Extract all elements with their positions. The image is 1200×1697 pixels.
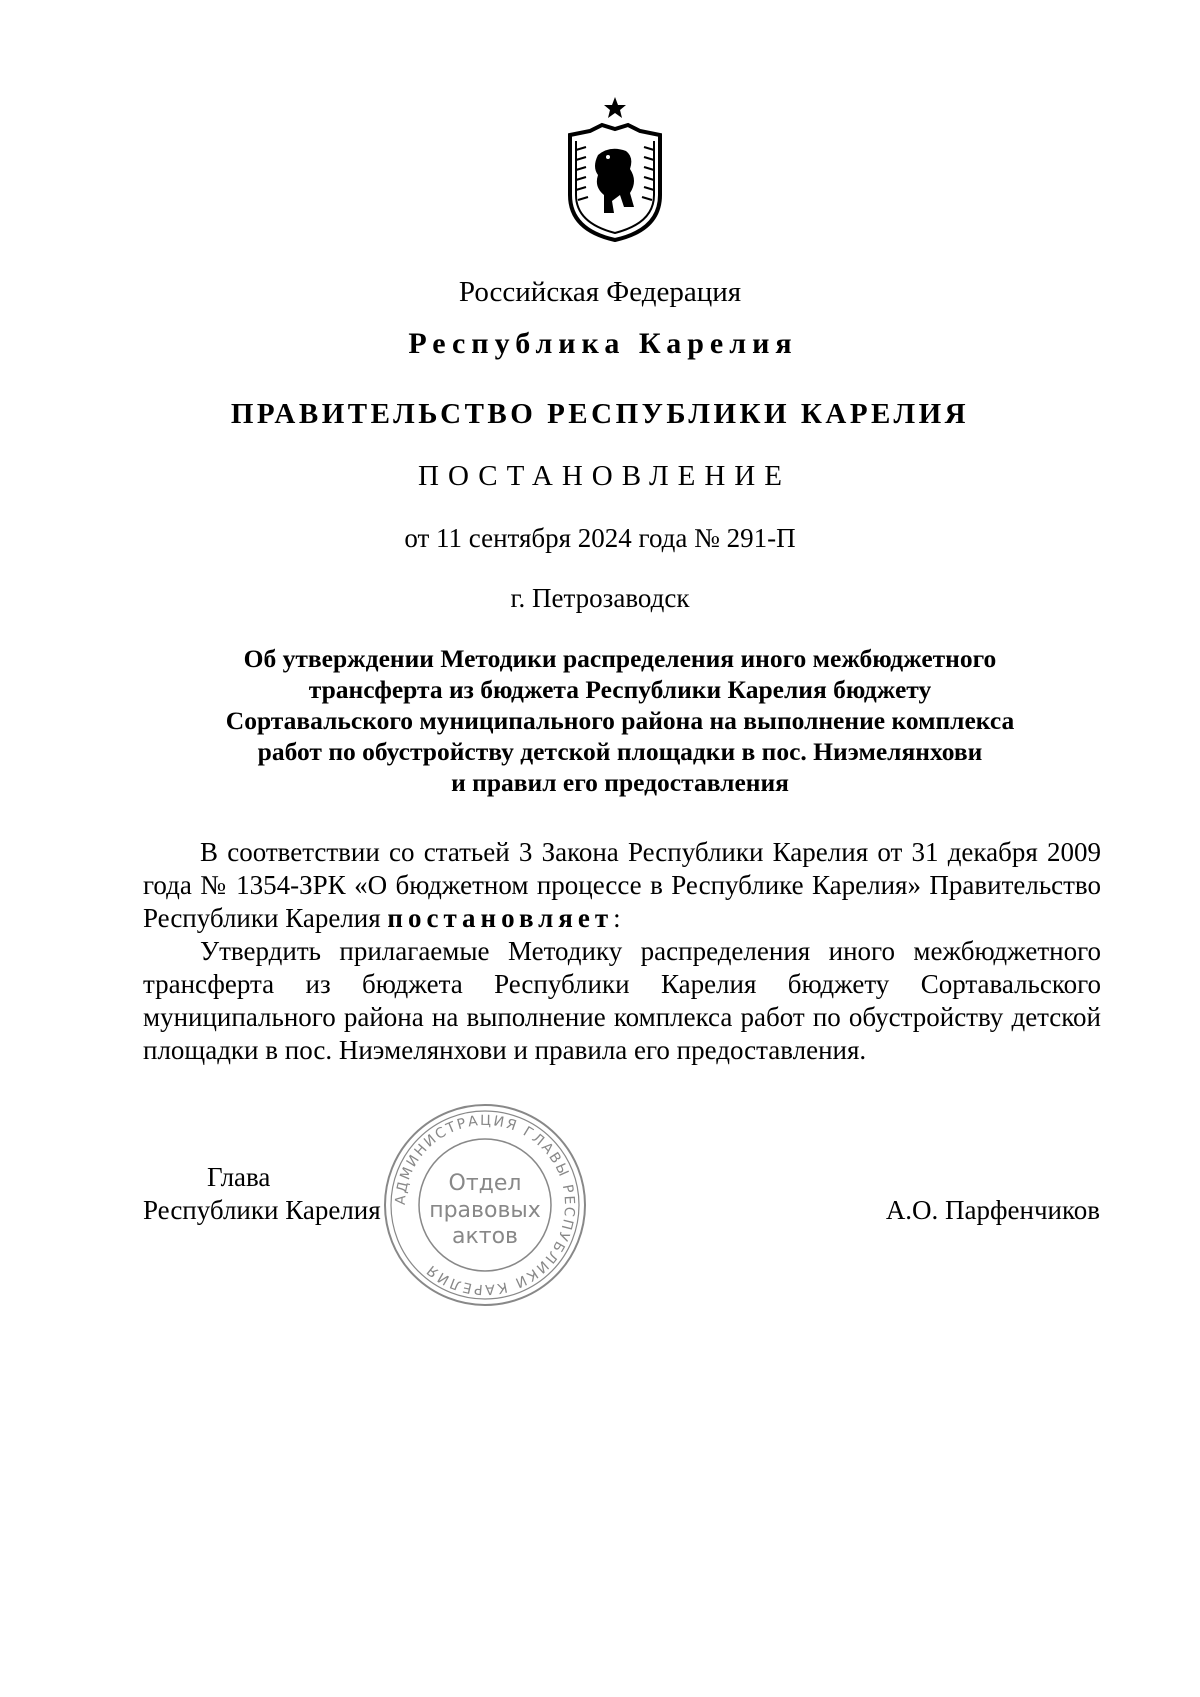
stamp-line: правовых — [429, 1198, 541, 1223]
paragraph-text: В соответствии со статьей 3 Закона Республики Карелия от 31 декабря 2009 года № 1354-ЗРК «О бюджетном процессе в Республике Карелия» Правительство Республики Карелия — [143, 837, 1101, 933]
title-line: Об утверждении Методики распределения иного межбюджетного — [243, 644, 997, 673]
body-paragraph — [143, 836, 1101, 935]
stamp-line: актов — [451, 1224, 519, 1249]
title-line: Сортавальского муниципального района на выполнение комплекса — [225, 706, 1015, 735]
body-paragraph: Утвердить прилагаемые Методику распределения иного межбюджетного трансферта из бюджета Республики Карелия бюджету Сортавальского муниципального района на выполнение комплекса работ по обустройству детской площадки в пос. Ниэмелянхови и правила его предоставления. — [143, 936, 1101, 1065]
resolves-emphasis: постановляет — [387, 903, 614, 933]
title-line: трансферта из бюджета Республики Карелия бюджету — [308, 675, 932, 704]
document-title — [140, 643, 1100, 798]
stamp-line: Отдел — [448, 1171, 522, 1196]
title-line: работ по обустройству детской площадки в пос. Ниэмелянхови — [257, 737, 983, 766]
government-heading: ПРАВИТЕЛЬСТВО РЕСПУБЛИКИ КАРЕЛИЯ — [230, 398, 970, 430]
document-body — [143, 836, 1101, 1067]
paragraph-end: : — [613, 903, 621, 933]
signatory-organization: Республики Карелия — [143, 1195, 381, 1225]
signatory-name: А.О. Парфенчиков — [885, 1195, 1100, 1225]
federation-heading: Российская Федерация — [458, 276, 742, 308]
karelia-coat-of-arms-icon — [560, 95, 670, 245]
document-city: г. Петрозаводск — [510, 583, 690, 613]
document-type: ПОСТАНОВЛЕНИЕ — [418, 460, 791, 492]
signatory-title: Глава — [207, 1162, 271, 1192]
title-line: и правил его предоставления — [451, 768, 789, 797]
official-stamp — [380, 1100, 590, 1310]
stamp-ring-text: АДМИНИСТРАЦИЯ ГЛАВЫ РЕСПУБЛИКИ КАРЕЛИЯ — [392, 1112, 578, 1298]
republic-heading: Республика Карелия — [408, 327, 798, 360]
document-date-number: от 11 сентября 2024 года № 291-П — [404, 523, 796, 553]
